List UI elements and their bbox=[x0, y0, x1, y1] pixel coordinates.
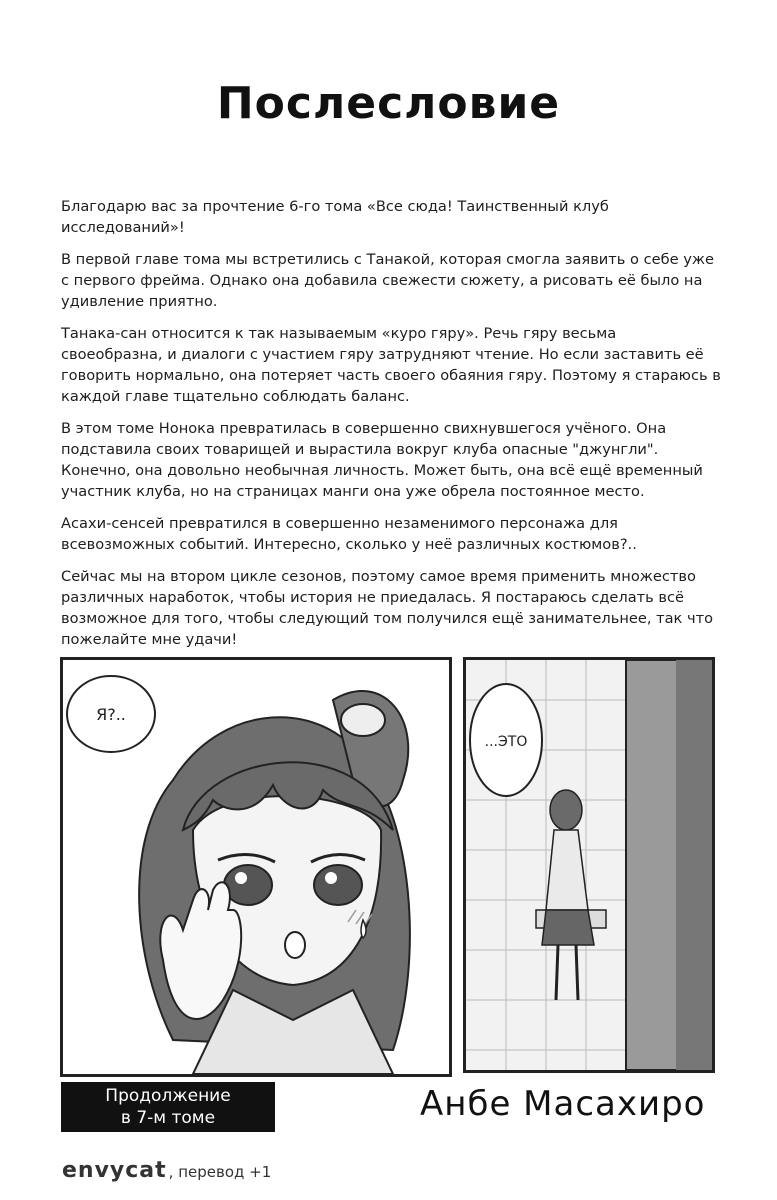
manga-panel-portrait bbox=[60, 657, 452, 1077]
translator-name: envycat bbox=[62, 1158, 167, 1183]
continuation-badge bbox=[61, 1082, 275, 1132]
afterword-text bbox=[61, 196, 721, 661]
continuation-line-1: Продолжение bbox=[105, 1086, 231, 1106]
continuation-line-2: в 7-м томе bbox=[120, 1108, 216, 1128]
speech-bubble-left: Я?.. bbox=[96, 705, 126, 724]
translator-role: , перевод +1 bbox=[168, 1163, 272, 1181]
afterword-paragraph: Сейчас мы на втором цикле сезонов, поэтому самое время применить множество различных наработок, чтобы история не приедалась. Я постараюсь сделать всё возможное для того, чтобы следующий том получился ещё занимательнее, так что пожелайте мне удачи! bbox=[61, 568, 714, 648]
girl-portrait-illustration bbox=[63, 660, 449, 1074]
translation-credit bbox=[62, 1158, 271, 1183]
afterword-paragraph: В первой главе тома мы встретились с Танакой, которая смогла заявить о себе уже с первого фрейма. Однако она добавила свежести сюжету, а рисовать её было на удивление приятно. bbox=[61, 251, 714, 310]
author-name: Анбе Масахиро bbox=[420, 1084, 706, 1124]
afterword-paragraph: Благодарю вас за прочтение 6-го тома «Все сюда! Таинственный клуб исследований»! bbox=[61, 198, 609, 236]
afterword-paragraph: Асахи-сенсей превратился в совершенно незаменимого персонажа для всевозможных событий. Интересно, сколько у неё различных костюмов?.. bbox=[61, 515, 637, 553]
doorway-scene-illustration bbox=[466, 660, 712, 1070]
manga-panel-doorway bbox=[463, 657, 715, 1073]
page-title: Послесловие bbox=[216, 78, 561, 129]
afterword-paragraph: Танака-сан относится к так называемым «куро гяру». Речь гяру весьма своеобразна, и диалоги с участием гяру затрудняют чтение. Но если заставить её говорить нормально, она потеряет часть своего обаяния гяру. Поэтому я стараюсь в каждой главе тщательно соблюдать баланс. bbox=[61, 325, 721, 405]
afterword-paragraph: В этом томе Нонока превратилась в совершенно свихнувшегося учёного. Она подставила своих товарищей и вырастила вокруг клуба опасные "джунгли". Конечно, она довольно необычная личность. Может быть, она всё ещё временный участник клуба, но на страницах манги она уже обрела постоянное место. bbox=[61, 420, 703, 500]
speech-bubble-right: ...ЭТО bbox=[484, 734, 528, 750]
